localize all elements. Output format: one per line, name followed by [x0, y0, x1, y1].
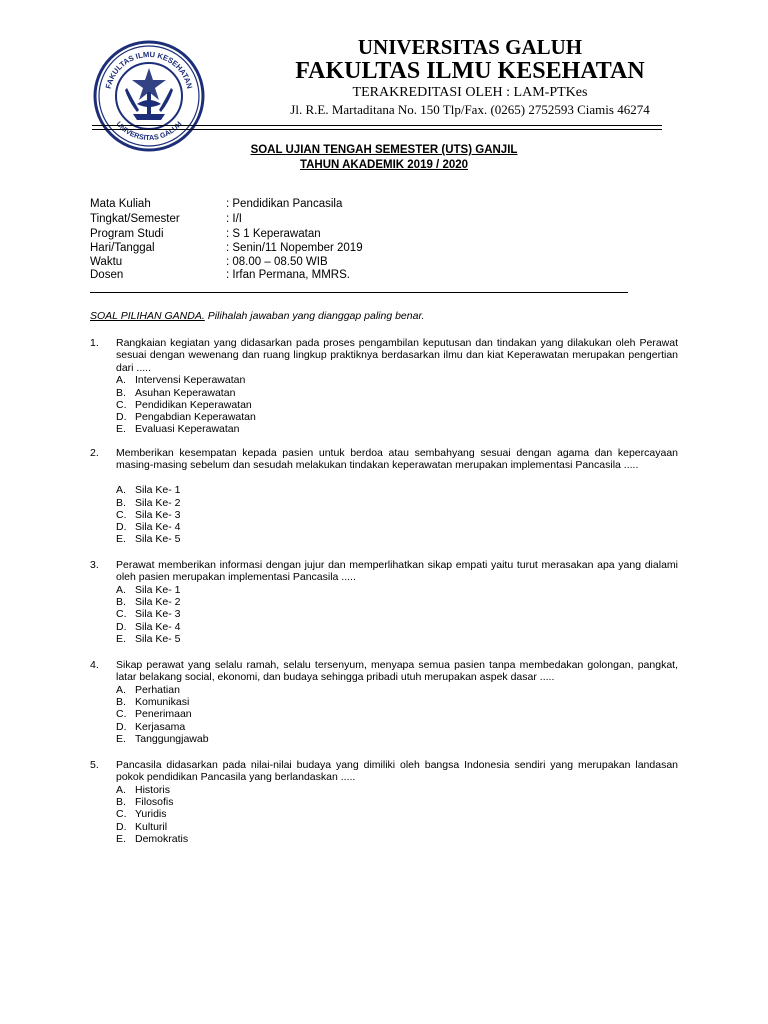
option-letter: B.: [116, 496, 126, 509]
answer-option[interactable]: [116, 412, 256, 423]
accreditation-line: TERAKREDITASI OLEH : LAM-PTKes: [352, 85, 588, 100]
option-letter: D.: [116, 411, 127, 424]
option-letter: B.: [116, 796, 126, 809]
option-letter: E.: [116, 533, 126, 546]
question-text: Sikap perawat yang selalu ramah, selalu tersenyum, menyapa semua pasien tanpa membedakan golongan, pangkat, latar belakang social, ekonomi, dan budaya sehingga pribadi utuh merupakan aspek dasar .....: [116, 659, 678, 684]
option-letter: C.: [116, 708, 127, 721]
question-number: 5.: [90, 759, 99, 771]
option-text: Sila Ke- 1: [135, 583, 181, 596]
faculty-name: FAKULTAS ILMU KESEHATAN: [295, 58, 645, 84]
exam-title: SOAL UJIAN TENGAH SEMESTER (UTS) GANJIL: [250, 144, 518, 156]
question-number: 3.: [90, 559, 99, 571]
answer-option[interactable]: [116, 697, 189, 708]
option-letter: D.: [116, 820, 127, 833]
instruction-text: Pilihalah jawaban yang dianggap paling benar.: [207, 310, 425, 322]
option-letter: D.: [116, 720, 127, 733]
answer-option[interactable]: [116, 822, 167, 833]
option-text: Sila Ke- 5: [135, 633, 181, 645]
answer-option[interactable]: [116, 400, 252, 411]
info-label: Program Studi: [90, 228, 164, 240]
option-text: Sila Ke- 4: [135, 521, 181, 534]
option-text: Sila Ke- 2: [135, 496, 181, 509]
info-divider: [90, 292, 628, 293]
info-value: : I/I: [226, 213, 242, 225]
instruction: [90, 311, 424, 322]
question-text: Rangkaian kegiatan yang didasarkan pada proses pengambilan keputusan dan tindakan yang dilakukan oleh Perawat sesuai dengan wewenang dan ruang lingkup praktiknya berdasarkan ilmu dan kiat Keperawatan merupakan pengertian dari .....: [116, 337, 678, 374]
answer-option[interactable]: [116, 510, 181, 521]
answer-option[interactable]: [116, 485, 181, 496]
option-letter: E.: [116, 833, 126, 845]
option-letter: D.: [116, 620, 127, 633]
option-letter: E.: [116, 733, 126, 745]
address-line: Jl. R.E. Martaditana No. 150 Tlp/Fax. (0265) 2752593 Ciamis 46274: [290, 102, 650, 117]
answer-option[interactable]: [116, 785, 170, 796]
info-label: Hari/Tanggal: [90, 242, 155, 254]
answer-option[interactable]: [116, 597, 181, 608]
answer-option[interactable]: [116, 388, 235, 399]
answer-option[interactable]: [116, 609, 181, 620]
info-label: Dosen: [90, 269, 124, 281]
option-letter: C.: [116, 508, 127, 521]
answer-option[interactable]: [116, 522, 181, 533]
info-label: Mata Kuliah: [90, 198, 151, 210]
academic-year: TAHUN AKADEMIK 2019 / 2020: [299, 159, 469, 171]
option-letter: D.: [116, 521, 127, 534]
answer-option[interactable]: [116, 634, 181, 645]
answer-option[interactable]: [116, 534, 181, 545]
option-text: Perhatian: [135, 683, 180, 696]
option-text: Evaluasi Keperawatan: [135, 423, 240, 436]
question-text: Perawat memberikan informasi dengan jujur dan memperlihatkan sikap empati yaitu turut merasakan apa yang dialami oleh pasien merupakan implementasi Pancasila .....: [116, 559, 678, 584]
option-letter: A.: [116, 484, 126, 497]
option-text: Kulturil: [135, 820, 168, 833]
option-text: Penerimaan: [135, 708, 192, 721]
option-text: Sila Ke- 5: [135, 533, 181, 546]
header-rule-thick: [92, 125, 662, 126]
option-text: Sila Ke- 1: [135, 484, 181, 497]
option-text: Asuhan Keperawatan: [135, 386, 236, 399]
answer-option[interactable]: [116, 685, 180, 696]
logo-bottom-text: UNIVERSITAS GALUH: [114, 119, 184, 143]
option-text: Sila Ke- 2: [135, 596, 181, 609]
option-text: Yuridis: [135, 808, 167, 821]
answer-option[interactable]: [116, 498, 181, 509]
option-letter: A.: [116, 374, 126, 387]
instruction-heading: SOAL PILIHAN GANDA.: [90, 310, 205, 322]
answer-option[interactable]: [116, 622, 181, 633]
question-text: Memberikan kesempatan kepada pasien untuk berdoa atau sembahyang sesuai dengan agama dan kepercayaan masing-masing sebelum dan sesudah melakukan tindakan keperawatan merupakan implementasi Pancasila .....: [116, 447, 678, 472]
option-letter: E.: [116, 423, 126, 436]
option-letter: B.: [116, 596, 126, 609]
option-letter: A.: [116, 683, 126, 696]
option-letter: C.: [116, 398, 127, 411]
question-number: 4.: [90, 659, 99, 671]
answer-option[interactable]: [116, 797, 174, 808]
option-letter: C.: [116, 608, 127, 621]
option-text: Pendidikan Keperawatan: [135, 398, 252, 411]
university-seal-logo: [93, 40, 205, 152]
option-letter: E.: [116, 633, 126, 645]
option-letter: B.: [116, 696, 126, 709]
option-letter: A.: [116, 783, 126, 796]
option-letter: A.: [116, 583, 126, 596]
university-name: UNIVERSITAS GALUH: [357, 35, 583, 59]
option-text: Tanggungjawab: [135, 733, 209, 745]
option-letter: C.: [116, 808, 127, 821]
answer-option[interactable]: [116, 585, 181, 596]
answer-option[interactable]: [116, 709, 192, 720]
question-text: Pancasila didasarkan pada nilai-nilai budaya yang dimiliki oleh bangsa Indonesia sendiri yang merupakan landasan pokok pendidikan Pancasila yang berlandaskan .....: [116, 759, 678, 784]
option-text: Filosofis: [135, 796, 174, 809]
option-text: Sila Ke- 3: [135, 608, 181, 621]
question-number: 1.: [90, 337, 99, 349]
answer-option[interactable]: [116, 834, 188, 845]
info-value: : S 1 Keperawatan: [226, 228, 321, 240]
option-text: Sila Ke- 4: [135, 620, 181, 633]
option-text: Sila Ke- 3: [135, 508, 181, 521]
info-value: : Pendidikan Pancasila: [226, 198, 343, 210]
option-letter: B.: [116, 386, 126, 399]
option-text: Komunikasi: [135, 696, 190, 709]
info-value: : 08.00 – 08.50 WIB: [226, 256, 328, 268]
info-label: Waktu: [90, 256, 123, 268]
answer-option[interactable]: [116, 722, 185, 733]
option-text: Demokratis: [135, 833, 189, 845]
info-value: : Senin/11 Nopember 2019: [226, 242, 363, 254]
info-value: : Irfan Permana, MMRS.: [226, 269, 350, 281]
option-text: Pengabdian Keperawatan: [135, 411, 256, 424]
info-label: Tingkat/Semester: [90, 213, 180, 225]
logo-top-text: FAKULTAS ILMU KESEHATAN: [103, 49, 195, 90]
option-text: Kerjasama: [135, 720, 186, 733]
answer-option[interactable]: [116, 734, 209, 745]
option-text: Intervensi Keperawatan: [135, 374, 246, 387]
answer-option[interactable]: [116, 424, 239, 435]
answer-option[interactable]: [116, 809, 167, 820]
answer-option[interactable]: [116, 375, 245, 386]
header-rule-thin: [92, 129, 662, 130]
option-text: Historis: [135, 783, 171, 796]
question-number: 2.: [90, 447, 99, 459]
